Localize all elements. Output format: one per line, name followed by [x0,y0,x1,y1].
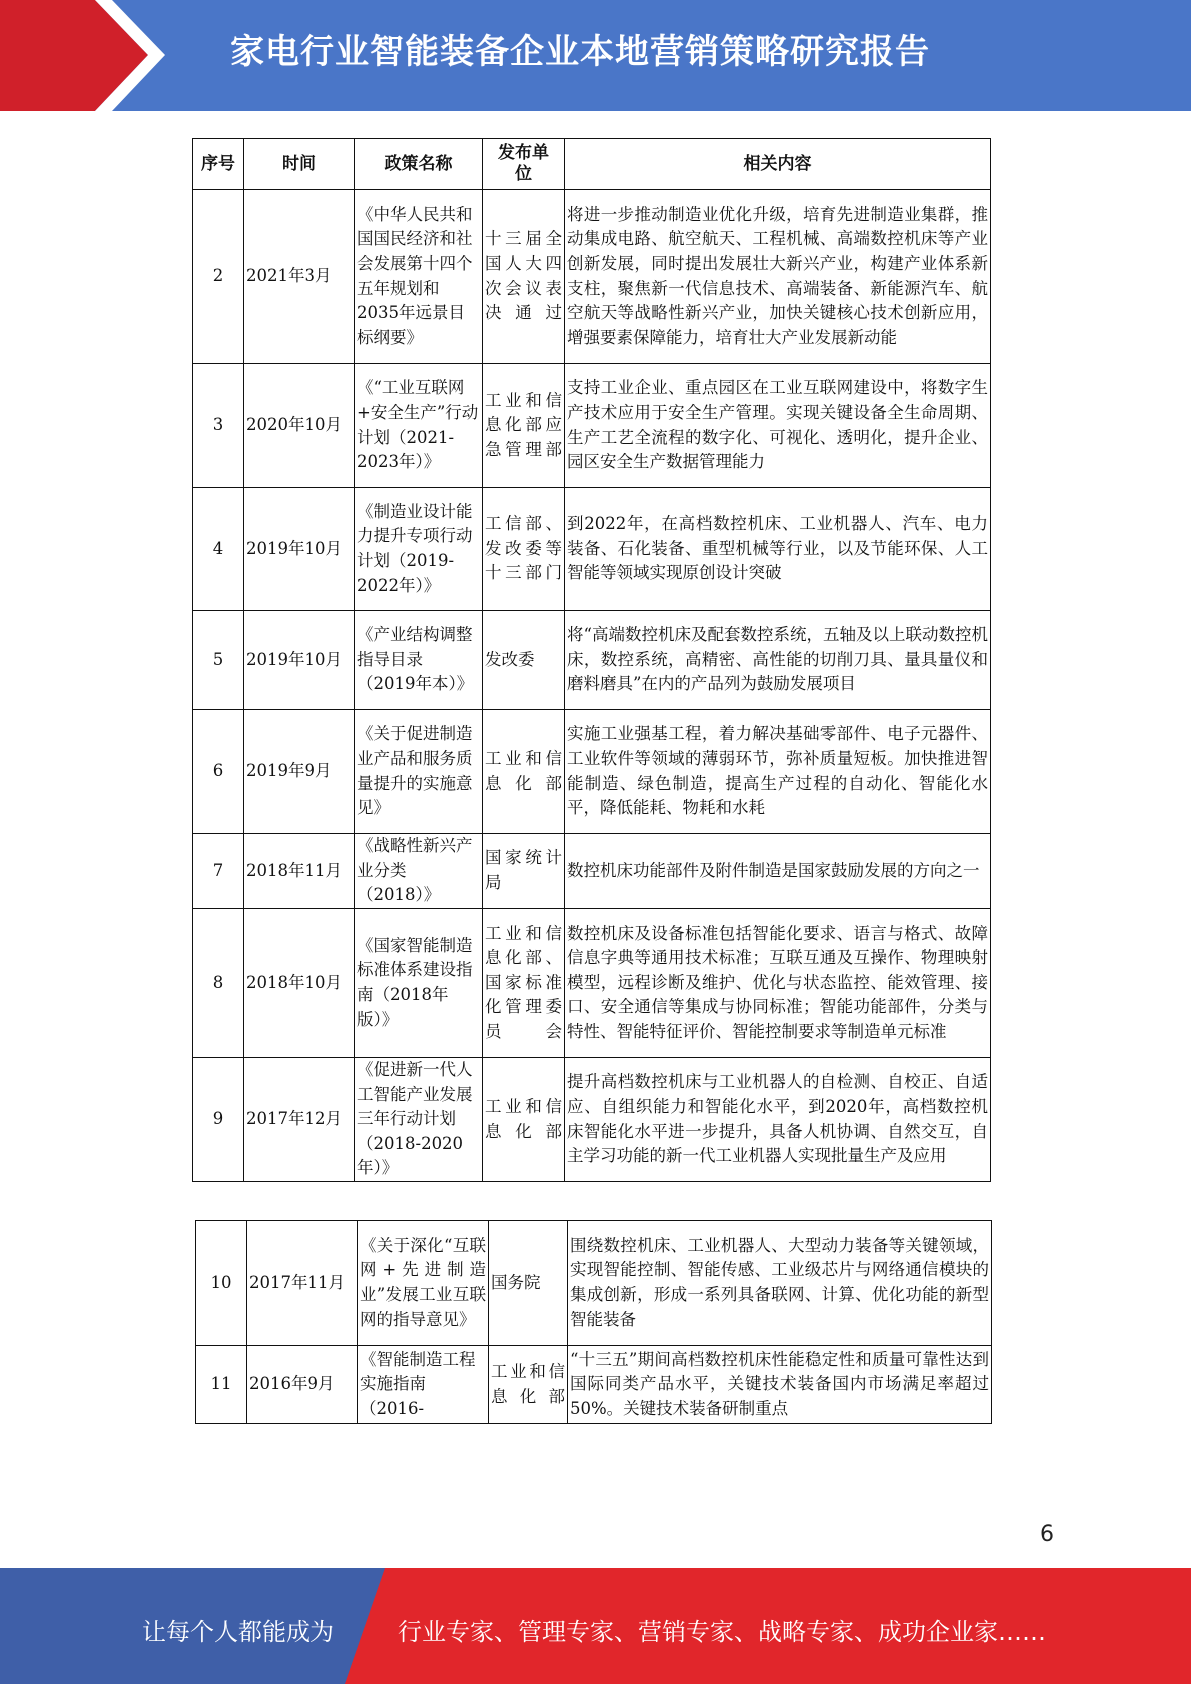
cell-policy-name: 《战略性新兴产业分类（2018）》 [355,834,483,909]
cell-policy-name: 《制造业设计能力提升专项行动计划（2019- 2022年）》 [355,488,483,611]
header-banner [0,0,1191,111]
cell-content: 到2022年，在高档数控机床、工业机器人、汽车、电力装备、石化装备、重型机械等行业，以及节能环保、人工智能等领域实现原创设计突破 [565,488,991,611]
table-header-row [193,139,991,190]
cell-content: 实施工业强基工程，着力解决基础零部件、电子元器件、工业软件等领域的薄弱环节，弥补质量短板。加快推进智能制造、绿色制造，提高生产过程的自动化、智能化水平，降低能耗、物耗和水耗 [565,710,991,834]
cell-policy-name: 《促进新一代人工智能产业发展三年行动计划（2018-2020年）》 [355,1058,483,1182]
cell-org: 工业和信息化部、国家标准化管理委员会 [483,909,565,1058]
cell-time: 2019年10月 [244,611,355,710]
policy-table [192,138,991,1182]
cell-org: 国家统计局 [483,834,565,909]
footer-slogan-right: 行业专家、管理专家、营销专家、战略专家、成功企业家…… [398,1618,1046,1646]
cell-no: 8 [193,909,244,1058]
cell-content: 将进一步推动制造业优化升级，培育先进制造业集群，推动集成电路、航空航天、工程机械、高端数控机床等产业创新发展，同时提出发展壮大新兴产业，构建产业体系新支柱，聚焦新一代信息技术、高端装备、新能源汽车、航空航天等战略性新兴产业，加快关键核心技术创新应用，增强要素保障能力，培育壮大产业发展新动能 [565,190,991,364]
table-row [193,364,991,488]
cell-no: 11 [196,1346,247,1424]
cell-org: 工业和信息化部 [483,1058,565,1182]
cell-org: 工信部、发改委等十三部门 [483,488,565,611]
cell-org: 工业和信息化部 [483,710,565,834]
cell-content: 数控机床功能部件及附件制造是国家鼓励发展的方向之一 [565,834,991,909]
cell-policy-name: 《产业结构调整指导目录（2019年本）》 [355,611,483,710]
cell-time: 2019年9月 [244,710,355,834]
cell-policy-name: 《关于深化“互联网+先进制造业”发展工业互联网的指导意见》 [358,1221,489,1346]
cell-org: 发改委 [483,611,565,710]
column-header-name: 政策名称 [355,139,483,190]
cell-org: 工业和信息化部 [489,1346,568,1424]
cell-no: 4 [193,488,244,611]
cell-no: 10 [196,1221,247,1346]
table-row [193,190,991,364]
cell-time: 2018年10月 [244,909,355,1058]
footer-banner [0,1568,1191,1684]
cell-org: 工业和信息化部应急管理部 [483,364,565,488]
cell-content: 数控机床及设备标准包括智能化要求、语言与格式、故障信息字典等通用技术标准；互联互通及互操作、物理映射模型，远程诊断及维护、优化与状态监控、能效管理、接口、安全通信等集成与协同标准；智能功能部件，分类与特性、智能特征评价、智能控制要求等制造单元标准 [565,909,991,1058]
cell-content: 围绕数控机床、工业机器人、大型动力装备等关键领域，实现智能控制、智能传感、工业级芯片与网络通信模块的集成创新，形成一系列具备联网、计算、优化功能的新型智能装备 [568,1221,992,1346]
cell-no: 3 [193,364,244,488]
column-header-time: 时间 [244,139,355,190]
cell-org: 国务院 [489,1221,568,1346]
table-row [196,1346,992,1424]
cell-content: 将“高端数控机床及配套数控系统，五轴及以上联动数控机床，数控系统，高精密、高性能的切削刀具、量具量仪和磨料磨具”在内的产品列为鼓励发展项目 [565,611,991,710]
policy-table-continued [195,1220,992,1424]
table-row [196,1221,992,1346]
report-title: 家电行业智能装备企业本地营销策略研究报告 [230,32,930,72]
cell-content: “十三五”期间高档数控机床性能稳定性和质量可靠性达到国际同类产品水平，关键技术装备国内市场满足率超过 50%。关键技术装备研制重点 [568,1346,992,1424]
cell-policy-name: 《国家智能制造标准体系建设指南（2018年版）》 [355,909,483,1058]
cell-time: 2019年10月 [244,488,355,611]
cell-time: 2021年3月 [244,190,355,364]
cell-policy-name: 《中华人民共和国国民经济和社会发展第十四个五年规划和2035年远景目标纲要》 [355,190,483,364]
table-row [193,611,991,710]
cell-time: 2020年10月 [244,364,355,488]
column-header-no: 序号 [193,139,244,190]
table-row [193,1058,991,1182]
cell-policy-name: 《智能制造工程实施指南（2016- [358,1346,489,1424]
cell-org: 十三届全国人大四次会议表决通过 [483,190,565,364]
cell-no: 2 [193,190,244,364]
cell-no: 9 [193,1058,244,1182]
cell-time: 2016年9月 [247,1346,358,1424]
column-header-content: 相关内容 [565,139,991,190]
table-row [193,909,991,1058]
cell-policy-name: 《关于促进制造业产品和服务质量提升的实施意见》 [355,710,483,834]
cell-no: 7 [193,834,244,909]
footer-slogan-left: 让每个人都能成为 [142,1618,334,1646]
table-row [193,710,991,834]
table-row [193,834,991,909]
cell-time: 2017年11月 [247,1221,358,1346]
cell-no: 6 [193,710,244,834]
cell-policy-name: 《“工业互联网+安全生产”行动计划（2021-2023年）》 [355,364,483,488]
table-row [193,488,991,611]
cell-content: 提升高档数控机床与工业机器人的自检测、自校正、自适应、自组织能力和智能化水平，到2020年，高档数控机床智能化水平进一步提升，具备人机协调、自然交互，自主学习功能的新一代工业机器人实现批量生产及应用 [565,1058,991,1182]
page-number: 6 [1040,1522,1054,1547]
cell-no: 5 [193,611,244,710]
cell-time: 2018年11月 [244,834,355,909]
column-header-org: 发布单位 [483,139,565,190]
cell-content: 支持工业企业、重点园区在工业互联网建设中，将数字生产技术应用于安全生产管理。实现关键设备全生命周期、生产工艺全流程的数字化、可视化、透明化，提升企业、园区安全生产数据管理能力 [565,364,991,488]
cell-time: 2017年12月 [244,1058,355,1182]
